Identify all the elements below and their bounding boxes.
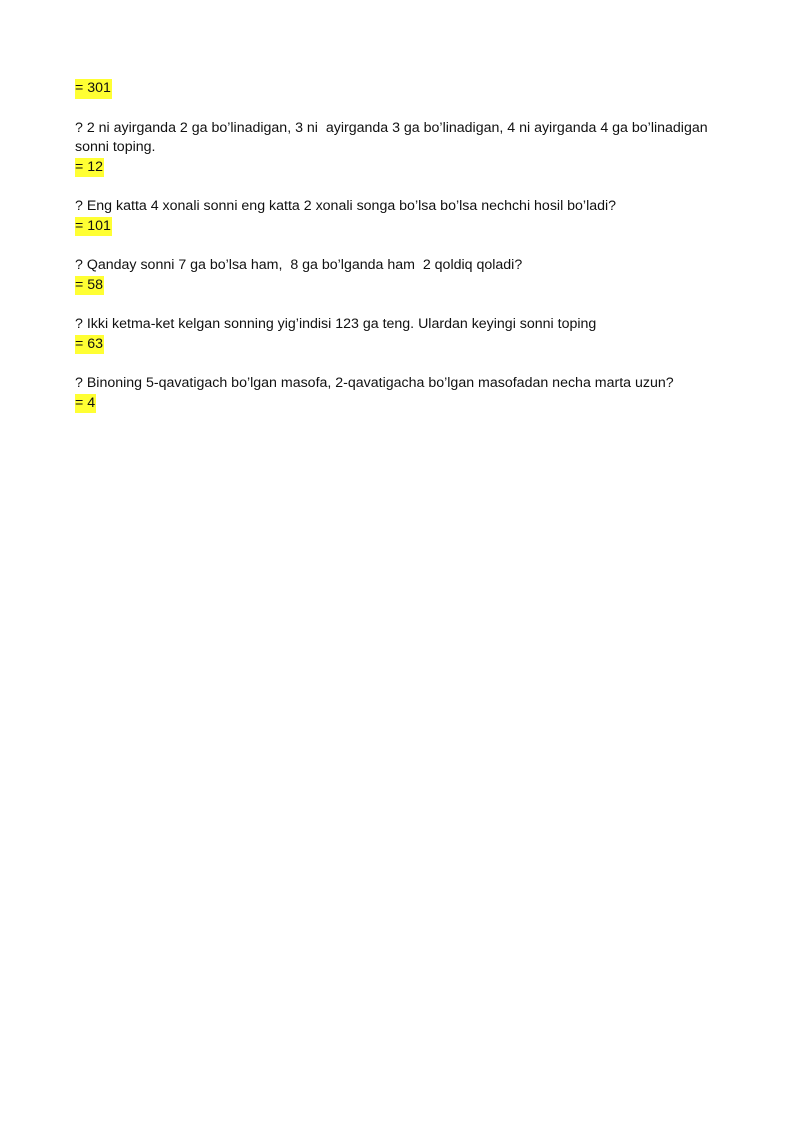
answer-line	[75, 158, 735, 178]
blank-line	[75, 177, 735, 197]
highlighted-answer: = 101	[75, 217, 112, 237]
question-text: ? Eng katta 4 xonali sonni eng katta 2 xonali songa bo’lsa bo’lsa nechchi hosil bo’ladi?	[75, 198, 617, 214]
answer-line	[75, 217, 735, 237]
blank-line	[75, 236, 735, 256]
highlighted-answer: = 12	[75, 158, 104, 178]
answer-line	[75, 79, 735, 99]
blank-line	[75, 354, 735, 374]
question-block-4	[75, 315, 735, 354]
blank-line	[75, 295, 735, 315]
blank-line	[75, 99, 735, 119]
highlighted-answer: = 63	[75, 335, 104, 355]
question-block-2	[75, 197, 735, 236]
document-content	[75, 79, 735, 413]
answer-line	[75, 276, 735, 296]
question-block-1	[75, 119, 735, 178]
answer-line	[75, 394, 735, 414]
question-text: ? Binoning 5-qavatigach bo’lgan masofa, 2-qavatigacha bo’lgan masofadan necha marta uzun?	[75, 375, 674, 391]
highlighted-answer: = 58	[75, 276, 104, 296]
question-text: ? Ikki ketma-ket kelgan sonning yig’indisi 123 ga teng. Ulardan keyingi sonni toping	[75, 316, 597, 332]
highlighted-answer: = 301	[75, 79, 112, 99]
answer-line	[75, 335, 735, 355]
highlighted-answer: = 4	[75, 394, 96, 414]
question-block-5	[75, 374, 735, 413]
question-text: ? Qanday sonni 7 ga bo’lsa ham, 8 ga bo’lganda ham 2 qoldiq qoladi?	[75, 257, 523, 273]
question-text: ? 2 ni ayirganda 2 ga bo’linadigan, 3 ni ayirganda 3 ga bo’linadigan, 4 ni ayirganda 4 ga bo’linadigan sonni toping.	[75, 119, 712, 155]
question-block-3	[75, 256, 735, 295]
